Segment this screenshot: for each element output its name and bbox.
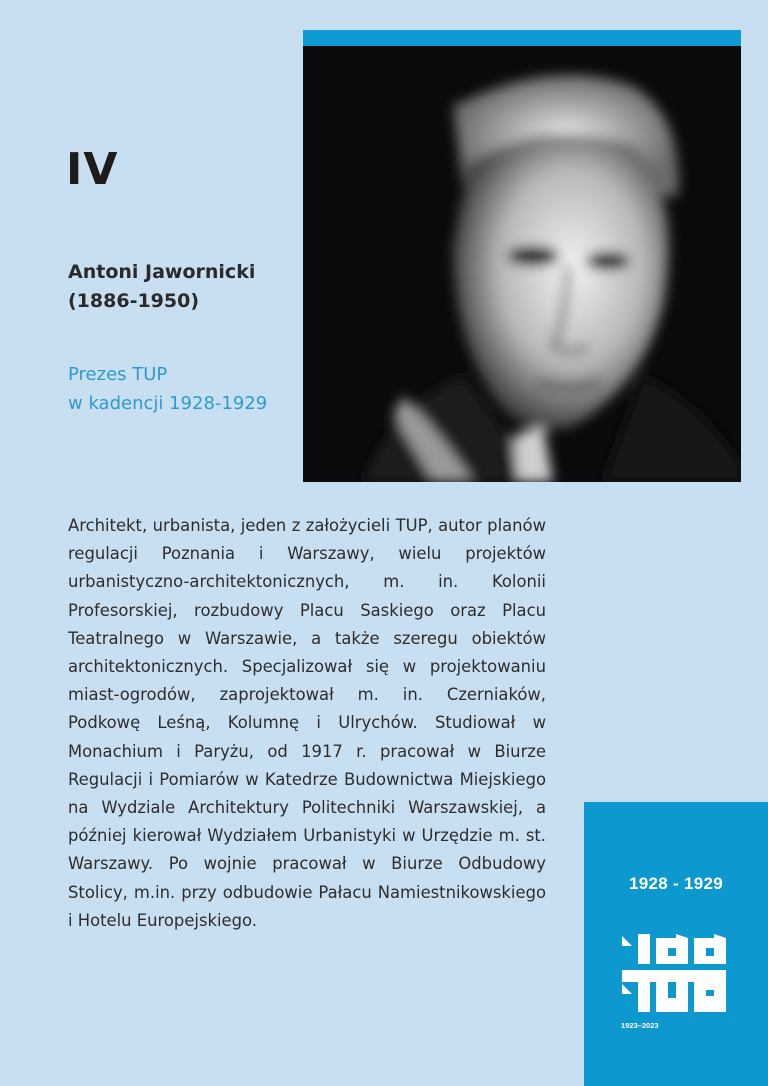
- photo-accent-bar: [303, 30, 741, 46]
- biography-text: Architekt, urbanista, jeden z założycieli TUP, autor planów regulacji Poznania i Warszawy, wielu projektów urbanistyczno-architektonicznych, m. in. Kolonii Profesorskiej, rozbudowy Placu Saskiego oraz Placu Teatralnego w Warszawie, a także szeregu obiektów architektonicznych. Specjalizował się w projektowaniu miast-ogrodów, zaprojektował m. in. Czerniaków, Podkowę Leśną, Kolumnę i Ulrychów. Studiował w Monachium i Paryżu, od 1917 r. pracował w Biurze Regulacji i Pomiarów w Katedrze Budownictwa Miejskiego na Wydziale Architektury Politechniki Warszawskiej, a później kierował Wydziałem Urbanistyki w Urzędzie m. st. Warszawy. Po wojnie pracował w Biurze Odbudowy Stolicy, m.in. przy odbudowie Pałacu Namiestnikowskiego i Hotelu Europejskiego.: [68, 516, 546, 930]
- person-life-years: (1886-1950): [68, 290, 200, 312]
- anniversary-years: 1923–2023: [621, 1021, 659, 1030]
- term-panel: [584, 802, 768, 1086]
- portrait-figure: [303, 30, 741, 482]
- portrait-illustration: [303, 46, 741, 482]
- role-line-1: Prezes TUP: [68, 364, 168, 385]
- chapter-numeral: IV: [66, 144, 119, 195]
- person-name: Antoni Jawornicki: [68, 261, 256, 283]
- role-subtitle: [68, 360, 267, 418]
- person-heading: [68, 258, 255, 316]
- role-line-2: w kadencji 1928-1929: [68, 393, 268, 414]
- tup-100-logo-icon: [622, 934, 728, 1014]
- portrait-photo: [303, 46, 741, 482]
- term-years: 1928 - 1929: [628, 874, 724, 893]
